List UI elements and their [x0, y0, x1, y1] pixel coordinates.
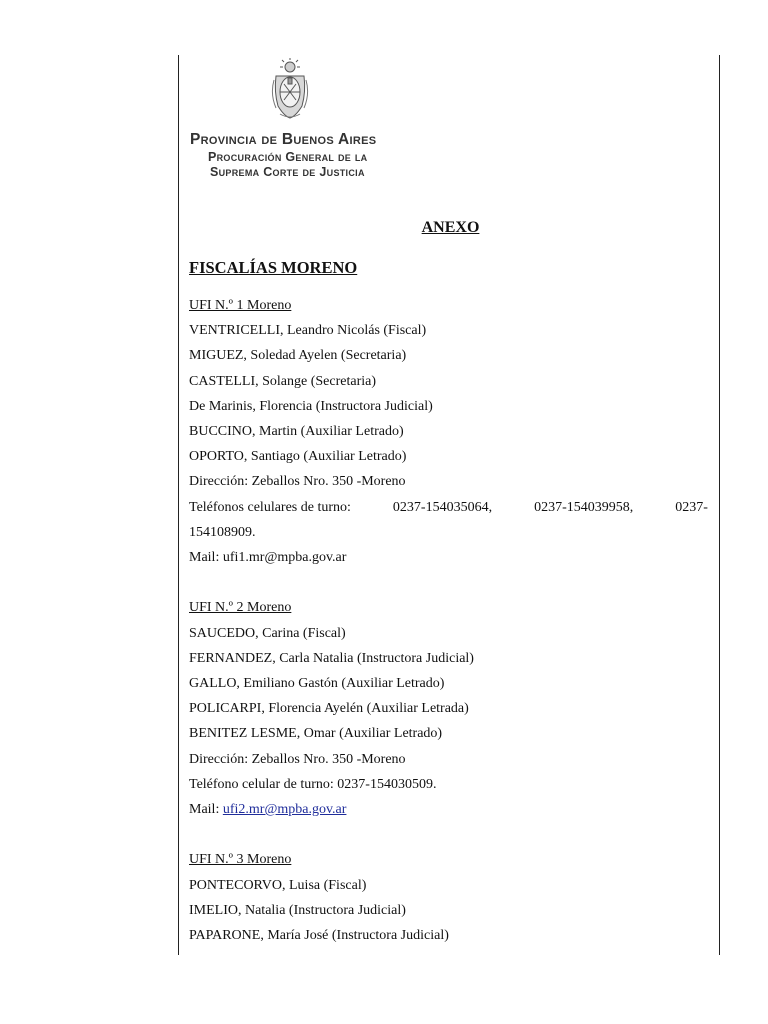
phone-number: 0237-154035064,: [392, 499, 493, 515]
letterhead-province: Provincia de Buenos Aires: [190, 131, 377, 148]
document-body: [189, 293, 708, 973]
letterhead-procuracion: Procuración General de la: [208, 150, 368, 164]
phone-number: 0237-154039958,: [534, 499, 634, 515]
person-line: MIGUEZ, Soledad Ayelen (Secretaria): [189, 348, 407, 364]
person-line: De Marinis, Florencia (Instructora Judicial): [189, 398, 433, 414]
ufi-2-title: UFI N.º 2 Moreno: [189, 600, 292, 616]
document-title: ANEXO: [421, 219, 480, 236]
ufi-1-address: Dirección: Zeballos Nro. 350 -Moreno: [189, 474, 406, 490]
ufi-3-block: [189, 847, 708, 948]
person-line: PONTECORVO, Luisa (Fiscal): [189, 877, 367, 893]
person-line: GALLO, Emiliano Gastón (Auxiliar Letrado): [189, 676, 445, 692]
ufi-1-block: [189, 293, 708, 570]
letterhead-corte: Suprema Corte de Justicia: [210, 165, 365, 179]
person-line: IMELIO, Natalia (Instructora Judicial): [189, 902, 406, 918]
ufi-1-mail: [189, 545, 708, 570]
person-line: PAPARONE, María José (Instructora Judicial): [189, 928, 449, 944]
ufi-2-address: Dirección: Zeballos Nro. 350 -Moreno: [189, 751, 406, 767]
letterhead: [190, 130, 376, 180]
ufi-1-phones: [189, 495, 708, 520]
person-line: OPORTO, Santiago (Auxiliar Letrado): [189, 449, 407, 465]
right-margin-rule: [719, 55, 720, 955]
mail-label: Mail:: [189, 550, 223, 566]
person-line: BENITEZ LESME, Omar (Auxiliar Letrado): [189, 726, 443, 742]
mail-address: ufi1.mr@mpba.gov.ar: [222, 550, 347, 566]
phones-label: Teléfonos celulares de turno:: [189, 499, 351, 515]
ufi-1-title: UFI N.º 1 Moreno: [189, 298, 292, 313]
coat-of-arms-seal: [270, 58, 310, 120]
person-line: BUCCINO, Martin (Auxiliar Letrado): [189, 424, 404, 440]
ufi-3-title: UFI N.º 3 Moreno: [189, 852, 292, 868]
person-line: VENTRICELLI, Leandro Nicolás (Fiscal): [189, 323, 427, 339]
ufi-2-phone: Teléfono celular de turno: 0237-154030509.: [189, 776, 437, 792]
person-line: SAUCEDO, Carina (Fiscal): [189, 625, 346, 641]
person-line: POLICARPI, Florencia Ayelén (Auxiliar Letrada): [189, 701, 469, 717]
ufi-2-mail: [189, 797, 708, 822]
person-line: FERNANDEZ, Carla Natalia (Instructora Judicial): [189, 650, 474, 666]
left-margin-rule: [178, 55, 179, 955]
ufi-2-block: [189, 595, 708, 822]
document-subtitle: FISCALÍAS MORENO: [189, 258, 358, 277]
mail-link[interactable]: ufi2.mr@mpba.gov.ar: [222, 802, 347, 818]
mail-label: Mail:: [189, 802, 223, 818]
phone-number-continued: 154108909.: [189, 524, 256, 540]
person-line: CASTELLI, Solange (Secretaria): [189, 373, 376, 389]
phone-number: 0237-: [675, 499, 708, 515]
